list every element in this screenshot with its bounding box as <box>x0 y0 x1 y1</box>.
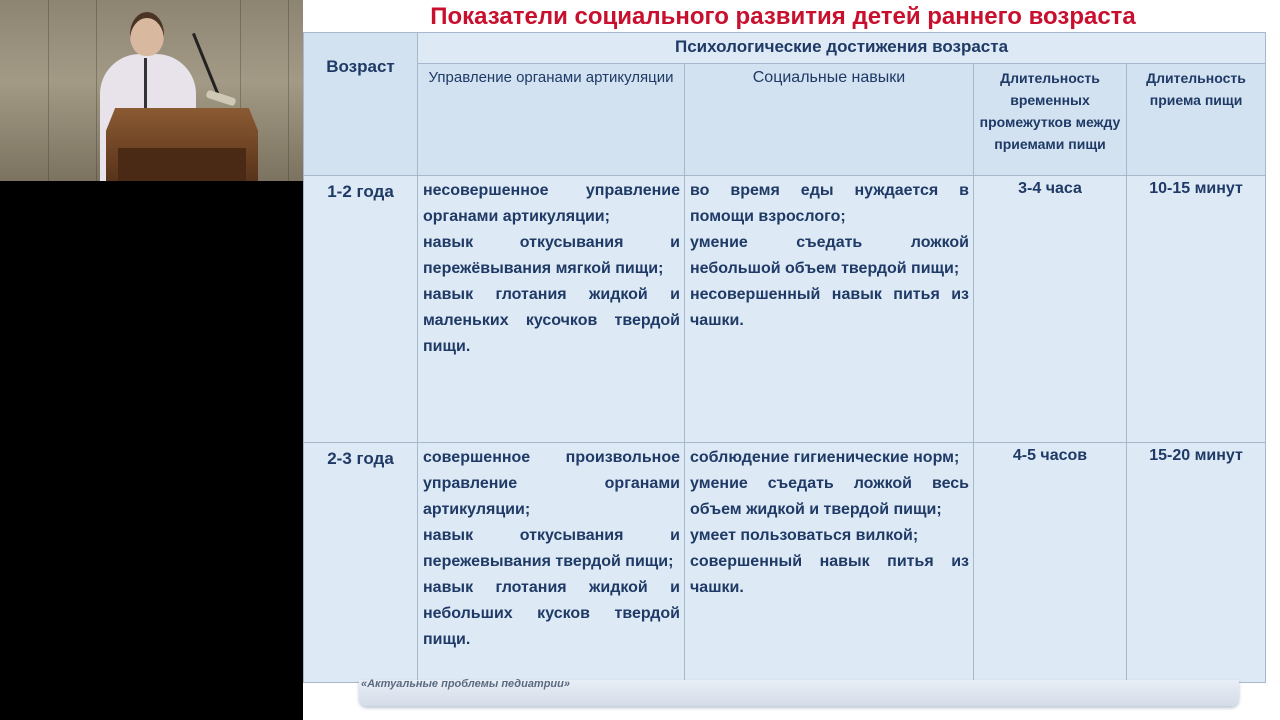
list-item: несовершенное управление органами артикуляции; <box>423 182 680 225</box>
speaker-head <box>130 12 164 56</box>
interval-cell: 4-5 часов <box>974 443 1127 683</box>
age-cell: 1-2 года <box>304 176 418 443</box>
age-cell: 2-3 года <box>304 443 418 683</box>
presentation-slide <box>303 0 1280 720</box>
articulation-cell <box>418 443 685 683</box>
slide-title: Показатели социального развития детей раннего возраста <box>430 3 1136 30</box>
list-item: навык откусывания и пережёвывания мягкой пищи; <box>423 234 680 277</box>
footer-caption: «Актуальные проблемы педиатрии» <box>361 678 570 690</box>
duration-cell: 15-20 минут <box>1127 443 1266 683</box>
list-item: навык глотания жидкой и маленьких кусочков твердой пищи. <box>423 286 680 355</box>
duration-cell: 10-15 минут <box>1127 176 1266 443</box>
list-item: навык глотания жидкой и небольших кусков твердой пищи. <box>423 579 680 648</box>
list-item: несовершенный навык питья из чашки. <box>690 286 969 329</box>
list-item: навык откусывания и пережевывания твердой пищи; <box>423 527 680 570</box>
table-row <box>304 176 1266 443</box>
list-item: соблюдение гигиенические норм; <box>690 449 960 466</box>
duration-column-header: Длительность приема пищи <box>1127 64 1266 176</box>
age-column-header: Возраст <box>304 33 418 176</box>
interval-cell: 3-4 часа <box>974 176 1127 443</box>
interval-column-header: Длительность временных промежутков между приемами пищи <box>974 64 1127 176</box>
list-item: во время еды нуждается в помощи взрослого; <box>690 182 969 225</box>
group-column-header: Психологические достижения возраста <box>418 33 1266 64</box>
list-item: умеет пользоваться вилкой; <box>690 527 919 544</box>
speaker-video <box>0 0 303 181</box>
nutrition-development-table <box>303 32 1266 683</box>
list-item: умение съедать ложкой небольшой объем твердой пищи; <box>690 234 969 277</box>
list-item: умение съедать ложкой весь объем жидкой и твердой пищи; <box>690 475 969 518</box>
articulation-cell <box>418 176 685 443</box>
table-row <box>304 443 1266 683</box>
social-skills-cell <box>685 176 974 443</box>
list-item: совершенное произвольное управление органами артикуляции; <box>423 449 680 518</box>
microphone-icon <box>144 58 147 110</box>
list-item: совершенный навык питья из чашки. <box>690 553 969 596</box>
articulation-column-header: Управление органами артикуляции <box>418 64 685 176</box>
social-skills-column-header: Социальные навыки <box>685 64 974 176</box>
social-skills-cell <box>685 443 974 683</box>
